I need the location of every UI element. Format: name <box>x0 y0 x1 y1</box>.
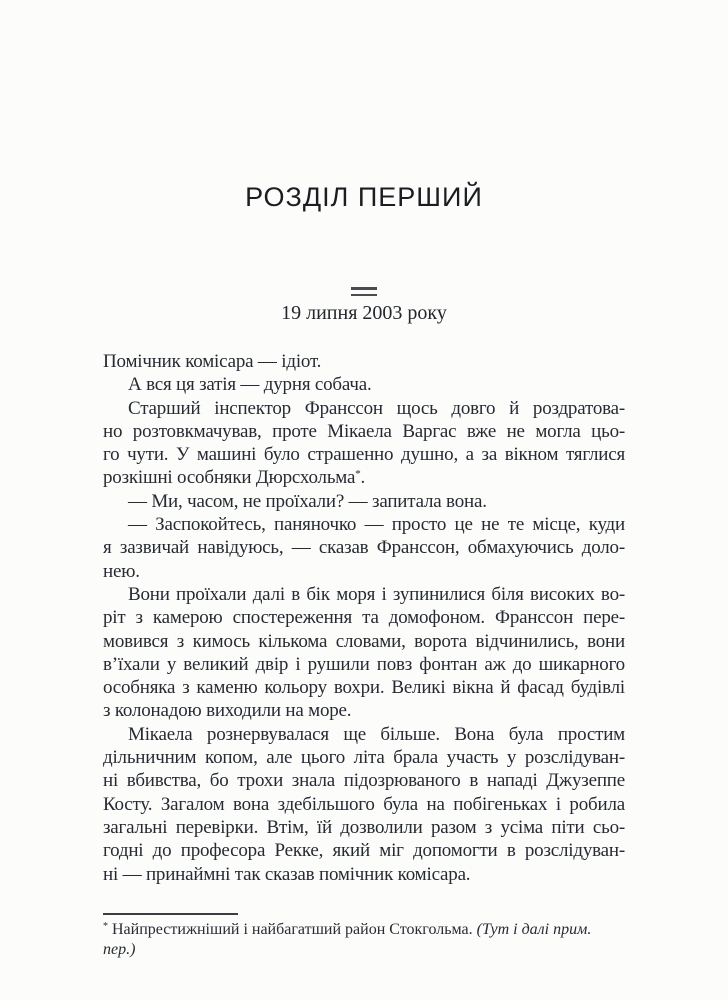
body-line: ні вбивства, бо трохи знала підозрюваного в нападі Джузеппе <box>103 770 625 792</box>
body-line: го чути. У машині було страшенно душно, а за вікном тяглися <box>103 444 625 466</box>
body-line: но розтовкмачував, проте Мікаела Варгас вже не могла цьо- <box>103 420 625 442</box>
footnote-text-line <box>103 920 625 960</box>
body-line: Старший інспектор Франссон щось довго й роздратова- <box>128 397 625 419</box>
body-line: загальні перевірки. Втім, їй дозволили разом з усіма піти сьо- <box>103 816 625 838</box>
date-line: 19 липня 2003 року <box>281 302 447 324</box>
body-line: особняка з каменю кольору вохри. Великі вікна й фасад будівлі <box>103 677 625 699</box>
body-line: в’їхали у великий двір і рушили повз фонтан аж до шикарного <box>103 653 625 675</box>
body-line: годні до професора Рекке, який міг допомогти в розслідуван- <box>103 840 625 862</box>
body-line: ні — принаймні так сказав помічник комісара. <box>103 863 471 885</box>
body-text <box>103 350 625 886</box>
body-line: Косту. Загалом вона здебільшого була на побігеньках і робила <box>103 793 625 815</box>
ornament-bar-top <box>351 287 377 290</box>
body-line: Вони проїхали далі в бік моря і зупинилися біля високих во- <box>128 583 625 605</box>
body-line: дільничним копом, але цього літа брала участь у розслідуван- <box>103 747 625 769</box>
body-line: ріт з камерою спостереження та домофоном. Франссон пере- <box>103 607 625 629</box>
body-line: — Ми, часом, не проїхали? — запитала вона. <box>128 490 487 512</box>
body-line: з колонадою виходили на море. <box>103 700 352 722</box>
footnote <box>103 913 625 960</box>
footnote-marker: * <box>103 921 108 932</box>
body-line: Мікаела рознервувалася ще більше. Вона була простим <box>128 723 625 745</box>
body-line: мовився з кимось кількома словами, ворота відчинились, вони <box>103 630 625 652</box>
footnote-translator-note: (Тут і далі прим. пер.) <box>103 921 592 958</box>
body-line: А вся ця затія — дурня собача. <box>128 374 372 396</box>
footnote-text: Найпрестижніший і найбагатший район Стокгольма. <box>112 921 477 938</box>
body-line: нею. <box>103 560 140 582</box>
chapter-title: РОЗДІЛ ПЕРШИЙ <box>245 182 483 212</box>
body-line: я зазвичай навідуюсь, — сказав Франссон, обмахуючись доло- <box>103 537 625 559</box>
body-line: — Заспокойтесь, паняночко — просто це не те місце, куди <box>128 514 625 536</box>
body-line: Помічник комісара — ідіот. <box>103 351 322 372</box>
body-line: розкішні особняки Дюрсхольма*. <box>103 467 366 489</box>
footnote-reference-marker: * <box>355 468 361 481</box>
footnote-rule <box>103 913 238 915</box>
ornament-bar-bottom <box>351 294 377 297</box>
double-rule-icon <box>351 287 377 296</box>
